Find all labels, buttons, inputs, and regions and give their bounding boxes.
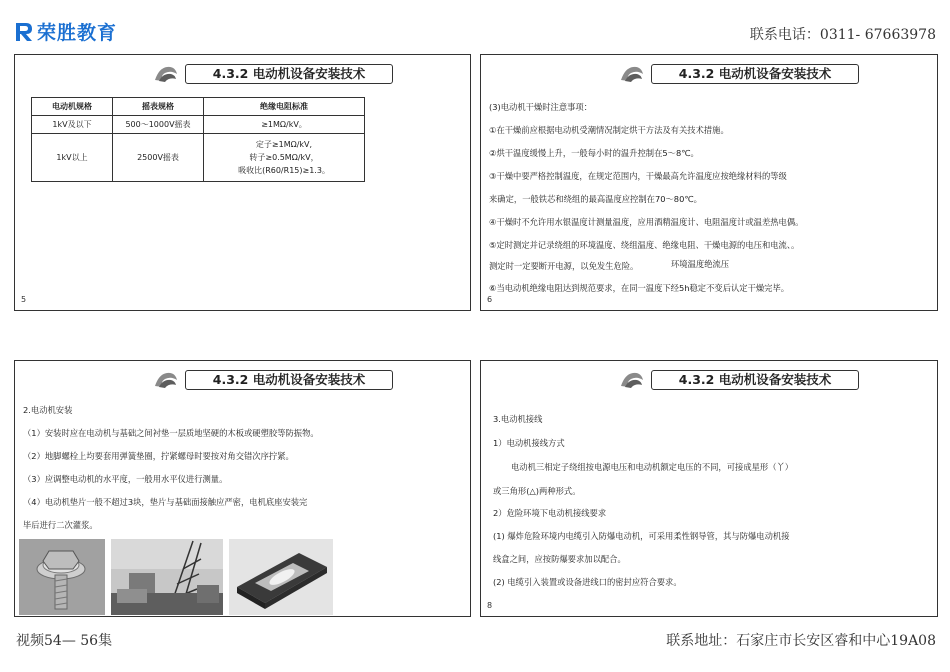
- slide-8: [480, 360, 938, 617]
- page-number: 8: [487, 601, 493, 610]
- slide-5: [14, 54, 471, 311]
- text-line: （1）安装时应在电动机与基础之间衬垫一层质地坚硬的木板或硬塑胶等防振物。: [23, 428, 319, 438]
- text-line: ⑤定时测定并记录绕组的环境温度、绕组温度、绝缘电阻、干燥电源的电压和电流、。: [489, 240, 800, 250]
- slide-title-bar: [153, 64, 393, 84]
- text-line: (3)电动机干燥时注意事项：: [489, 102, 593, 112]
- text-line: 测定时一定要断开电源，以免发生危险。: [489, 261, 639, 271]
- installation-site-photo: [111, 539, 223, 615]
- table-cell: 2500V摇表: [113, 134, 204, 182]
- table-cell: 500～1000V摇表: [113, 116, 204, 134]
- contact-address: 联系地址：石家庄市长安区睿和中心19A08: [666, 633, 936, 649]
- table-row: [32, 134, 365, 182]
- table-cell: ≥1MΩ/kV。: [204, 116, 365, 134]
- slide-title: 4.3.2 电动机设备安装技术: [651, 370, 859, 390]
- table-header: 电动机规格: [32, 98, 113, 116]
- text-line: 1）电动机接线方式: [493, 438, 565, 448]
- text-line: 2）危险环境下电动机接线要求: [493, 508, 607, 518]
- brand-logo: [14, 18, 117, 45]
- table-cell: 1kV及以下: [32, 116, 113, 134]
- decorative-swirl-icon: [153, 370, 179, 390]
- slide-title: 4.3.2 电动机设备安装技术: [651, 64, 859, 84]
- video-range: 视频54— 56集: [16, 633, 113, 649]
- text-line: (2) 电缆引入装置或设备进线口的密封应符合要求。: [493, 577, 682, 587]
- text-line: 来确定，一般铁芯和绕组的最高温度应控制在70～80℃。: [489, 194, 702, 204]
- insulation-spec-table: [31, 97, 365, 182]
- text-line: 电动机三相定子绕组按电源电压和电动机额定电压的不同，可接成星形（丫）: [511, 462, 794, 472]
- bolt-washer-photo: [19, 539, 105, 615]
- logo-text: 荣胜教育: [37, 22, 118, 44]
- text-line: ③干燥中要严格控制温度，在规定范围内，干燥最高允许温度应按绝缘材料的等级: [489, 171, 787, 181]
- slide-title: 4.3.2 电动机设备安装技术: [185, 370, 393, 390]
- table-cell-multiline: [204, 134, 365, 182]
- decorative-swirl-icon: [619, 64, 645, 84]
- slide-7: [14, 360, 471, 617]
- text-line: ①在干燥前应根据电动机受潮情况制定烘干方法及有关技术措施。: [489, 125, 729, 135]
- text-line: 线盒之间，应按防爆要求加以配合。: [493, 554, 626, 564]
- slide-title-bar: [619, 370, 859, 390]
- text-line: ⑥当电动机绝缘电阻达到规范要求，在同一温度下经5h稳定不变后认定干燥完毕。: [489, 283, 790, 293]
- text-line: 2.电动机安装: [23, 405, 73, 415]
- text-line: 或三角形(△)两种形式。: [493, 486, 581, 496]
- decorative-swirl-icon: [619, 370, 645, 390]
- slide-title: 4.3.2 电动机设备安装技术: [185, 64, 393, 84]
- rongsheng-logo-icon: [14, 21, 34, 43]
- contact-phone: 联系电话：0311- 67663978: [749, 27, 936, 43]
- decorative-swirl-icon: [153, 64, 179, 84]
- page-number: 6: [487, 295, 493, 304]
- table-header: 绝缘电阻标准: [204, 98, 365, 116]
- text-line: 3.电动机接线: [493, 414, 543, 424]
- table-cell: 1kV以上: [32, 134, 113, 182]
- text-line: （2）地脚螺栓上均要套用弹簧垫圈，拧紧螺母时要按对角交错次序拧紧。: [23, 451, 294, 461]
- page-number: 5: [21, 295, 27, 304]
- text-line: (1) 爆炸危险环境内电缆引入防爆电动机，可采用柔性钢导管，其与防爆电动机接: [493, 531, 790, 541]
- slide-title-bar: [153, 370, 393, 390]
- spirit-level-photo: [229, 539, 333, 615]
- cell-line: 定子≥1MΩ/kV,: [255, 140, 313, 149]
- table-row: [32, 116, 365, 134]
- inline-note: 环境温度绝流压: [671, 259, 730, 269]
- cell-line: 吸收比(R60/R15)≥1.3。: [238, 166, 330, 175]
- text-line: ④干燥时不允许用水银温度计测量温度，应用酒精温度计、电阻温度计或温差热电偶。: [489, 217, 804, 227]
- cell-line: 转子≥0.5MΩ/kV，: [249, 153, 319, 162]
- text-line: 毕后进行二次灌浆。: [23, 520, 98, 530]
- text-line: （3）应调整电动机的水平度，一般用水平仪进行测量。: [23, 474, 228, 484]
- table-header-row: [32, 98, 365, 116]
- table-header: 摇表规格: [113, 98, 204, 116]
- text-line: ②烘干温度缓慢上升，一般每小时的温升控制在5～8℃。: [489, 148, 699, 158]
- slide-title-bar: [619, 64, 859, 84]
- slide-6: [480, 54, 938, 311]
- text-line: （4）电动机垫片一般不超过3块，垫片与基础面接触应严密，电机底座安装完: [23, 497, 308, 507]
